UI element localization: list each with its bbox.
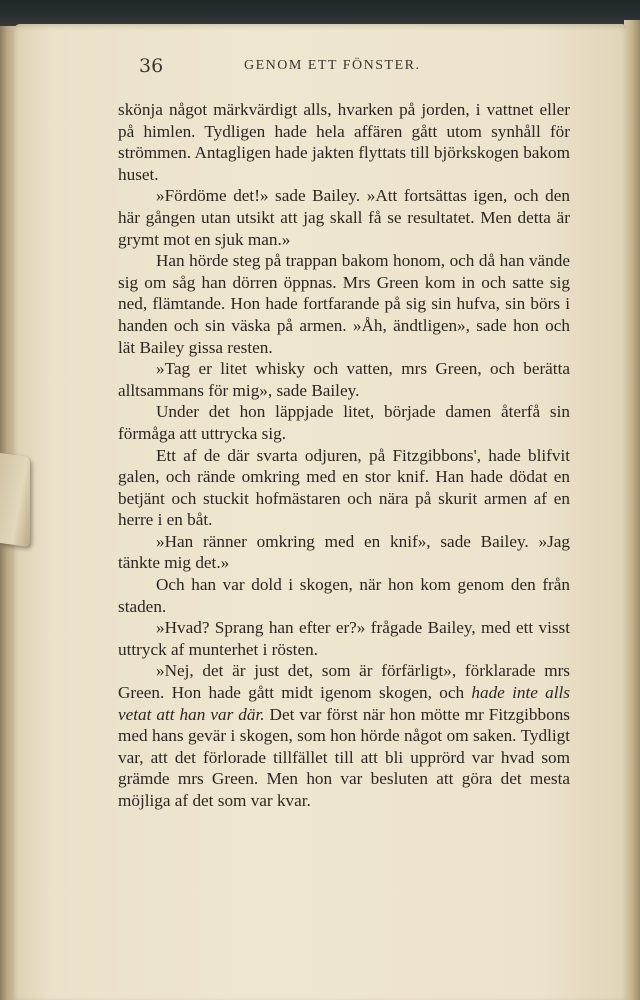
paragraph: Han hörde steg på trappan bakom honom, och då han vände sig om såg han dörren öppnas. Mrs Green kom in och satte sig ned, flämtande. Hon hade fortfarande på sig sin hufva, sin börs i handen och sin väska på armen. »Åh, ändtligen», sade hon och lät Bailey gissa resten.: [118, 251, 570, 357]
book-page: [14, 24, 626, 1000]
bookmark-tab: [0, 453, 30, 547]
right-page-edge: [624, 20, 640, 1000]
paragraph: »Fördöme det!» sade Bailey. »Att fortsättas igen, och den här gången utan utsikt att jag skall få se resultatet. Men detta är grymt mot en sjuk man.»: [118, 186, 570, 249]
running-head: GENOM ETT FÖNSTER.: [244, 58, 421, 73]
book-top-edge: [0, 0, 640, 26]
paragraph: Ett af de där svarta odjuren, på Fitzgibbons', hade blifvit galen, och rände omkring med en stor knif. Han hade dödat en betjänt och stuckit hofmästaren och nära på skurit armen af en herre i en båt.: [118, 445, 570, 530]
paragraph: Och han var dold i skogen, när hon kom genom den från staden.: [118, 575, 570, 616]
page-number: 36: [139, 55, 164, 77]
paragraph-text: Det var först när hon mötte mr Fitzgibbons med hans gevär i skogen, som hon hörde något om saken. Tydligt var, att det förlorade tillfället till att bli upprörd var hvad som grämde mrs Green. Men hon var besluten att göra det mesta möjliga af det som var kvar.: [118, 704, 570, 810]
body-text: [118, 99, 570, 812]
italic-phrase: hade inte alls vetat att han var där.: [118, 683, 570, 724]
paragraph: »Hvad? Sprang han efter er?» frågade Bailey, med ett visst uttryck af munterhet i rösten.: [118, 618, 570, 659]
paragraph: »Tag er litet whisky och vatten, mrs Green, och berätta alltsammans för mig», sade Bailey.: [118, 359, 570, 400]
paragraph: »Han ränner omkring med en knif», sade Bailey. »Jag tänkte mig det.»: [118, 531, 570, 573]
paragraph-text: »Nej, det är just det, som är förfärligt», förklarade mrs Green. Hon hade gått midt igenom skogen, och: [118, 661, 570, 703]
paragraph-with-italic: [118, 660, 570, 811]
paragraph: Under det hon läppjade litet, började damen återfå sin förmåga att uttrycka sig.: [118, 402, 570, 443]
paragraph: skönja något märkvärdigt alls, hvarken på jorden, i vattnet eller på himlen. Tydligen hade hela affären gått utom synhåll för strömmen. Antagligen hade jakten flyttats till björkskogen bakom huset.: [118, 100, 570, 184]
